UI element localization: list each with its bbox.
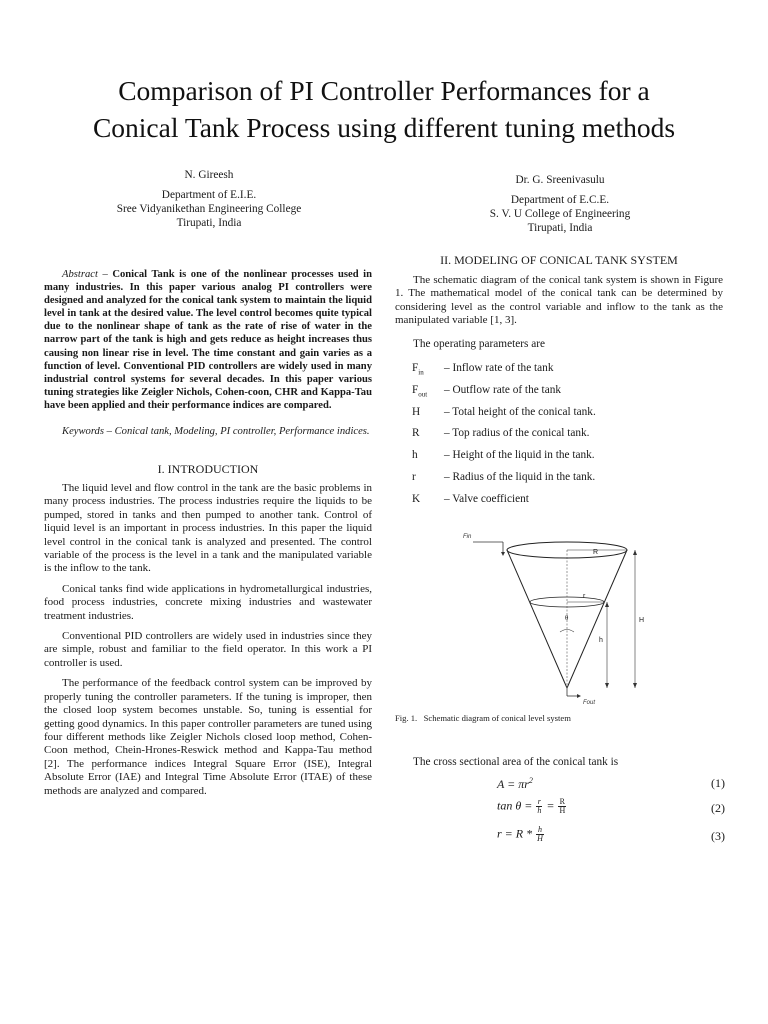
abstract-label: Abstract	[62, 269, 98, 280]
parameter-description: – Outflow rate of the tank	[444, 383, 562, 396]
label-r: r	[583, 593, 586, 600]
section-heading-introduction: I. INTRODUCTION	[157, 462, 259, 476]
keywords-text: – Conical tank, Modeling, PI controller, Performance indices.	[103, 426, 370, 437]
author-department: Department of E.I.E.	[161, 189, 257, 201]
parameter-item	[412, 470, 712, 492]
arrow-down-icon	[605, 683, 609, 688]
figure-caption: Fig. 1. Schematic diagram of conical level system	[395, 713, 571, 723]
tank-right-wall	[567, 550, 627, 688]
parameter-symbol: h	[412, 449, 418, 462]
parameter-item	[412, 492, 712, 514]
equation-lhs: A = πr	[497, 777, 529, 791]
parameter-symbol: r	[412, 470, 416, 483]
parameter-description: – Inflow rate of the tank	[444, 362, 554, 374]
arrow-up-icon	[605, 602, 609, 607]
parameter-item	[412, 361, 712, 383]
equation-number: (1)	[711, 776, 725, 790]
author-name: N. Gireesh	[184, 169, 234, 181]
parameter-symbol: F	[412, 383, 419, 396]
author-city: Tirupati, India	[527, 222, 593, 234]
fraction: $\frac{h}{H}$	[537, 825, 543, 843]
section-heading-modeling: II. MODELING OF CONICAL TANK SYSTEM	[440, 253, 678, 267]
paragraph: The liquid level and flow control in the tank are the basic problems in many process industries. The process industries require the liquids to be pumped, stored in tanks and then pumped to another tank. Control of liquid level is an important in process industries. In this paper the liquid level control in the conical tank is analyzed and presented. The control variable of the process is the level in a tank and the manipulated variable is the inflow to the tank.	[44, 482, 372, 575]
arrow-right-icon	[577, 694, 581, 698]
author-institution: Sree Vidyanikethan Engineering College	[116, 203, 302, 215]
parameter-symbol: R	[412, 427, 420, 440]
author-block-2	[415, 173, 705, 235]
equation-number: (2)	[711, 801, 725, 815]
equation-2	[495, 798, 725, 826]
label-H: H	[639, 617, 645, 624]
introduction-body	[44, 482, 372, 798]
arrow-up-icon	[633, 550, 637, 555]
parameter-symbol: F	[412, 362, 419, 374]
parameter-item	[412, 405, 712, 427]
parameter-item	[412, 448, 712, 470]
area-text: The cross sectional area of the conical tank is	[413, 756, 619, 768]
label-fout: Fout	[583, 700, 596, 706]
author-name: Dr. G. Sreenivasulu	[515, 174, 605, 186]
parameter-description: – Radius of the liquid in the tank.	[444, 470, 596, 483]
fraction: $\frac{R}{H}$	[559, 797, 566, 815]
equation-3	[495, 826, 725, 854]
fraction: $\frac{r}{h}$	[537, 797, 542, 815]
paragraph: The schematic diagram of the conical tank system is shown in Figure 1. The mathematical model of the conical tank can be determined by considering level as the control variable and inflow to the tank as the manipulated variable [1, 3].	[395, 274, 723, 327]
parameter-description: – Total height of the conical tank.	[444, 405, 596, 418]
parameter-symbol: H	[412, 405, 421, 418]
author-block-1	[64, 168, 354, 230]
label-fin: Fin	[463, 534, 472, 540]
label-R: R	[593, 549, 599, 556]
parameter-item	[412, 426, 712, 448]
tank-left-wall	[507, 550, 567, 688]
equation-lhs: r = R *	[497, 826, 536, 841]
abstract-dash: –	[97, 269, 113, 280]
paper-title	[0, 72, 768, 146]
keywords-label: Keywords	[62, 426, 104, 437]
equation-number: (3)	[711, 829, 725, 843]
arrow-head-icon	[501, 552, 505, 556]
parameter-description: – Top radius of the conical tank.	[444, 427, 590, 440]
keywords	[44, 425, 372, 438]
label-h: h	[599, 637, 603, 644]
title-line-1: Comparison of PI Controller Performances for a	[118, 75, 650, 106]
paragraph: The performance of the feedback control system can be improved by properly tuning the controller parameters. If the tuning is improper, then the closed loop system becomes unstable. So, tuning is essential for getting good dynamics. In this paper controller parameters are tuned using four different methods like Zeigler Nichols closed loop method, Cohen-Coon method, Chein-Hrones-Reswick method and Kappa-Tau method [2]. The performance indices Integral Square Error (ISE), Integral Absolute Error (IAE) and Integral Time Absolute Error (ITAE) of these methods are analyzed and compared.	[44, 677, 372, 797]
parameter-subscript: out	[418, 390, 428, 399]
parameter-description: – Height of the liquid in the tank.	[444, 449, 595, 462]
parameter-item	[412, 383, 712, 405]
paragraph: Conical tanks find wide applications in hydrometallurgical industries, food process industries, concrete mixing industries and wastewater treatment industries.	[44, 582, 372, 622]
params-intro: The operating parameters are	[413, 338, 546, 350]
label-theta: θ	[565, 614, 569, 622]
author-department: Department of E.C.E.	[510, 194, 610, 206]
parameter-list	[412, 361, 712, 514]
title-line-2: Conical Tank Process using different tuning methods	[92, 112, 676, 143]
abstract	[44, 268, 372, 412]
arrow-down-icon	[633, 683, 637, 688]
author-city: Tirupati, India	[176, 217, 242, 229]
paragraph: Conventional PID controllers are widely used in industries since they are simple, robust and familiar to the field operator. In this work a PI controller is used.	[44, 630, 372, 669]
author-institution: S. V. U College of Engineering	[489, 208, 631, 220]
conical-tank-figure	[455, 528, 665, 708]
parameter-description: – Valve coefficient	[444, 492, 529, 505]
abstract-text: Conical Tank is one of the nonlinear processes used in many industries. In this paper various analog PI controllers were designed and analyzed for the conical tank system to maintain the liquid level in tank at the desired value. The level control becomes quite typical due to the nonlinear shape of tank as the rate of rise of water in the narrow part of the tank is high and gets reduce as height increases thus causing non linear rise in level. The time constant and gain varies as a function of level. Conventional PID controllers are widely used in many industrial control systems for several decades. In this paper various tuning strategies like Zeigler Nichols, Cohen-coon, CHR and Kappa-Tau have been applied and their performance indices are compared.	[44, 269, 373, 411]
parameter-symbol: K	[412, 492, 421, 505]
equation-superscript: 2	[528, 776, 533, 785]
parameter-subscript: in	[418, 368, 424, 377]
equation-mid: =	[543, 798, 558, 813]
equation-lhs: tan θ =	[497, 798, 536, 813]
